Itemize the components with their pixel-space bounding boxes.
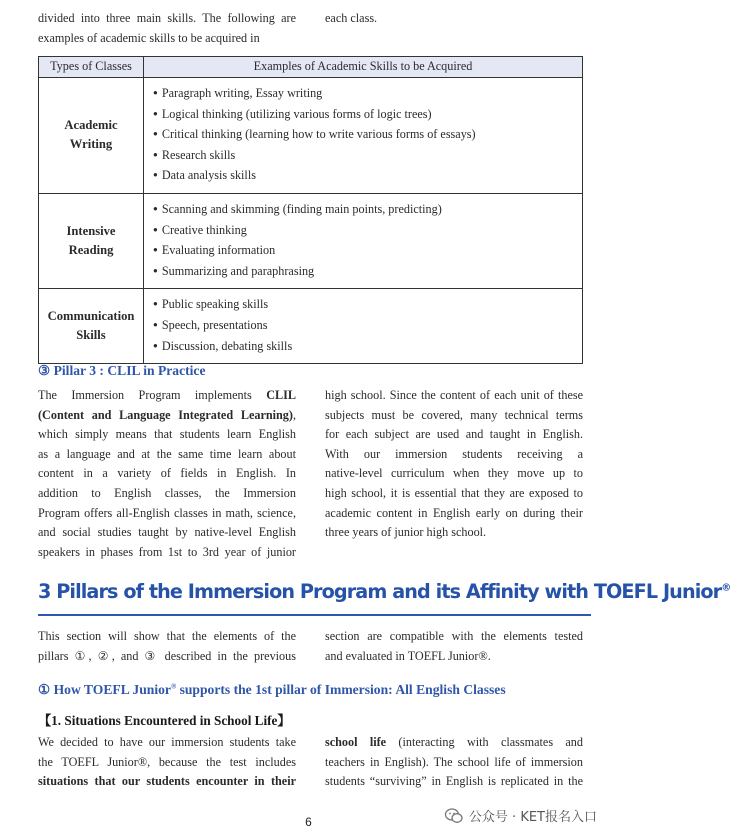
text-line: With our immersion students receiving a	[325, 446, 583, 461]
class-type-cell: Academic Writing	[39, 78, 144, 194]
skills-cell	[144, 193, 583, 288]
list-item: ● Evaluating information	[153, 241, 582, 262]
list-item: ● Critical thinking (learning how to write various forms of essays)	[153, 125, 582, 146]
text-line: (Content and Language Integrated Learning),	[38, 407, 296, 422]
text-line: section are compatible with the elements tested	[325, 629, 583, 643]
column-header: Types of Classes	[39, 57, 144, 78]
text-line: as a language and at the same time learn about	[38, 446, 296, 461]
pillar3-left-column	[38, 386, 296, 562]
list-item: ● Public speaking skills	[153, 295, 582, 316]
situations-subheading: 【1. Situations Encountered in School Life】	[38, 713, 291, 728]
text-line	[38, 772, 296, 792]
text-line: native-level curriculum when they move up to	[325, 466, 583, 481]
text-line: This section will show that the elements of the	[38, 629, 296, 643]
text-line: high school, it is essential that they are exposed to	[325, 485, 583, 500]
text-line: for each subject are used and taught in English.	[325, 427, 583, 442]
text-line: and evaluated in TOEFL Junior®.	[325, 648, 491, 663]
top-continuation-right	[325, 9, 583, 29]
text-line: pillars ①, ②, and ③ described in the previous	[38, 648, 296, 663]
page-number: 6	[305, 815, 312, 829]
wechat-watermark	[445, 806, 597, 825]
text-line: high school. Since the content of each unit of these	[325, 388, 583, 402]
section-intro-right	[325, 627, 583, 666]
pillar1-right-column	[325, 733, 583, 792]
section-title: 3 Pillars of the Immersion Program and its Affinity with TOEFL Junior®	[38, 580, 591, 616]
bold-text: (Content and Language Integrated Learning)	[38, 407, 293, 422]
text-line: addition to English classes, the Immersion	[38, 485, 296, 500]
text-line: each class.	[325, 11, 378, 25]
list-item: ● Paragraph writing, Essay writing	[153, 84, 582, 105]
text-line: the TOEFL Junior®, because the test includes	[38, 754, 296, 769]
academic-skills-table	[38, 56, 583, 364]
watermark-text: 公众号 · KET报名入口	[468, 810, 597, 825]
text-line: students “surviving” in English is replicated in the	[325, 774, 583, 789]
table-row	[39, 193, 583, 288]
list-item: ● Speech, presentations	[153, 316, 582, 337]
text-line: examples of academic skills to be acquired in	[38, 30, 260, 45]
wechat-icon	[445, 808, 463, 824]
class-type-cell: Communication Skills	[39, 289, 144, 364]
class-type-cell: Intensive Reading	[39, 193, 144, 288]
bold-text: situations that our students encounter in their	[38, 774, 296, 789]
bold-text: CLIL	[266, 388, 296, 402]
text-line: Program offers all-English classes in math, science,	[38, 505, 296, 520]
list-item: ● Discussion, debating skills	[153, 337, 582, 358]
pillar3-right-column	[325, 386, 583, 543]
list-item: ● Creative thinking	[153, 221, 582, 242]
list-item: ● Research skills	[153, 146, 582, 167]
list-item: ● Summarizing and paraphrasing	[153, 262, 582, 283]
text-line: content in a variety of fields in English. In	[38, 466, 296, 481]
pillar3-heading: ③ Pillar 3 : CLIL in Practice	[38, 363, 206, 378]
text-line: academic content in English early on during their	[325, 505, 583, 520]
text-line: three years of junior high school.	[325, 525, 487, 540]
text-line: which simply means that students learn English	[38, 427, 296, 442]
table-row	[39, 289, 583, 364]
top-continuation-left	[38, 9, 296, 48]
text-line: subjects must be covered, many technical terms	[325, 407, 583, 422]
table-row	[39, 78, 583, 194]
skills-cell	[144, 78, 583, 194]
text-line: teachers in English). The school life of immersion	[325, 754, 583, 769]
text-line: and social studies taught by native-level English	[38, 525, 296, 540]
table-header-row	[39, 57, 583, 78]
skills-cell	[144, 289, 583, 364]
text-line: The Immersion Program implements CLIL	[38, 388, 296, 402]
list-item: ● Scanning and skimming (finding main points, predicting)	[153, 200, 582, 221]
text-line: speakers in phases from 1st to 3rd year of junior	[38, 544, 296, 559]
text-line: We decided to have our immersion students take	[38, 735, 296, 749]
text-line: school life (interacting with classmates and	[325, 735, 583, 749]
list-item: ● Data analysis skills	[153, 166, 582, 187]
text-line: divided into three main skills. The following are	[38, 11, 296, 25]
pillar1-heading: ① How TOEFL Junior® supports the 1st pillar of Immersion: All English Classes	[38, 682, 506, 697]
section-intro-left	[38, 627, 296, 666]
list-item: ● Logical thinking (utilizing various forms of logic trees)	[153, 105, 582, 126]
column-header: Examples of Academic Skills to be Acquired	[144, 57, 583, 78]
bold-text: school life	[325, 735, 387, 749]
pillar1-left-column	[38, 733, 296, 792]
